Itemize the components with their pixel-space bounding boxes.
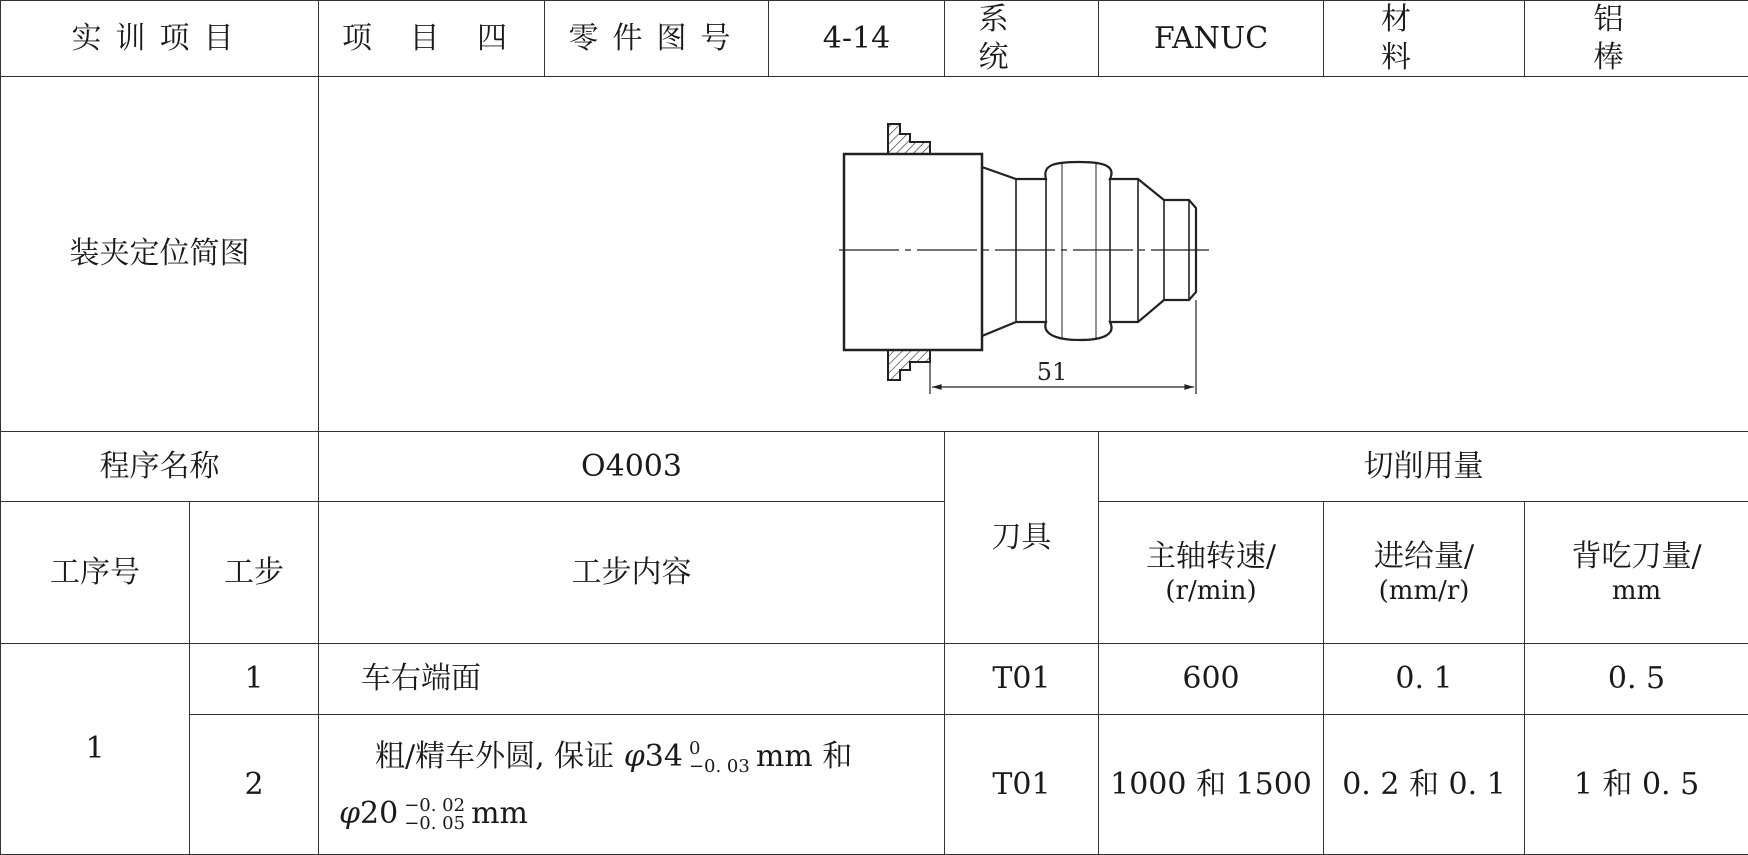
unit-and: mm 和 [756, 739, 852, 774]
tool-cell: T01 [945, 644, 1099, 715]
part-no-label: 零件图号 [545, 1, 769, 77]
process-no-header: 工序号 [1, 502, 190, 644]
program-row [1, 432, 1748, 502]
step-header: 工步 [190, 502, 319, 644]
feed-cell: 0. 2 和 0. 1 [1324, 715, 1525, 855]
phi2-tolerance: −0. 02 −0. 05 [404, 797, 465, 833]
table-row [1, 644, 1748, 715]
phi2-value: 20 [360, 796, 398, 831]
cutting-label: 切削用量 [1099, 432, 1748, 502]
training-item-label: 实训项目 [1, 1, 319, 77]
header-row [1, 1, 1748, 77]
clamping-row [1, 77, 1748, 432]
material-value: 铝 棒 [1525, 1, 1748, 77]
depth-label: 背吃刀量/ [1525, 538, 1748, 576]
process-no-cell: 1 [1, 644, 190, 855]
depth-unit: mm [1525, 575, 1748, 608]
program-name-value: O4003 [319, 432, 945, 502]
tool-cell: T01 [945, 715, 1099, 855]
clamping-sketch-cell [319, 77, 1748, 432]
chuck-jaw-bottom [888, 350, 930, 380]
table-row [1, 715, 1748, 855]
feed-label: 进给量/ [1324, 538, 1524, 576]
system-label: 系 统 [945, 1, 1099, 77]
step-cell: 1 [190, 644, 319, 715]
content-line-2: φ20 −0. 02 −0. 05 mm [339, 785, 924, 842]
step-cell: 2 [190, 715, 319, 855]
step-content-header: 工步内容 [319, 502, 945, 644]
system-value: FANUC [1099, 1, 1324, 77]
step-content-cell: 车右端面 [319, 644, 945, 715]
unit: mm [471, 796, 528, 831]
depth-header [1525, 502, 1748, 644]
spindle-speed-label: 主轴转速/ [1099, 538, 1323, 576]
speed-cell: 600 [1099, 644, 1324, 715]
spindle-speed-header [1099, 502, 1324, 644]
feed-unit: (mm/r) [1324, 575, 1524, 608]
feed-cell: 0. 1 [1324, 644, 1525, 715]
speed-cell: 1000 和 1500 [1099, 715, 1324, 855]
spindle-speed-unit: (r/min) [1099, 575, 1323, 608]
step-content-cell [319, 715, 945, 855]
column-header-row [1, 502, 1748, 644]
part-sketch [784, 104, 1284, 404]
tool-label: 刀具 [945, 432, 1099, 644]
project-value: 项 目 四 [319, 1, 545, 77]
phi1-tolerance: 0 −0. 03 [689, 740, 750, 776]
depth-cell: 0. 5 [1525, 644, 1748, 715]
part-no-value: 4-14 [769, 1, 945, 77]
phi1-value: 34 [645, 739, 683, 774]
chuck-jaw-top [888, 124, 930, 154]
content-line-1: 粗/精车外圆, 保证 φ34 0 −0. 03 mm 和 [339, 728, 924, 785]
dimension-text: 51 [1036, 358, 1067, 386]
program-name-label: 程序名称 [1, 432, 319, 502]
depth-cell: 1 和 0. 5 [1525, 715, 1748, 855]
stock-body [844, 154, 982, 350]
material-label: 材 料 [1324, 1, 1525, 77]
clamping-label: 装夹定位简图 [1, 77, 319, 432]
feed-header [1324, 502, 1525, 644]
